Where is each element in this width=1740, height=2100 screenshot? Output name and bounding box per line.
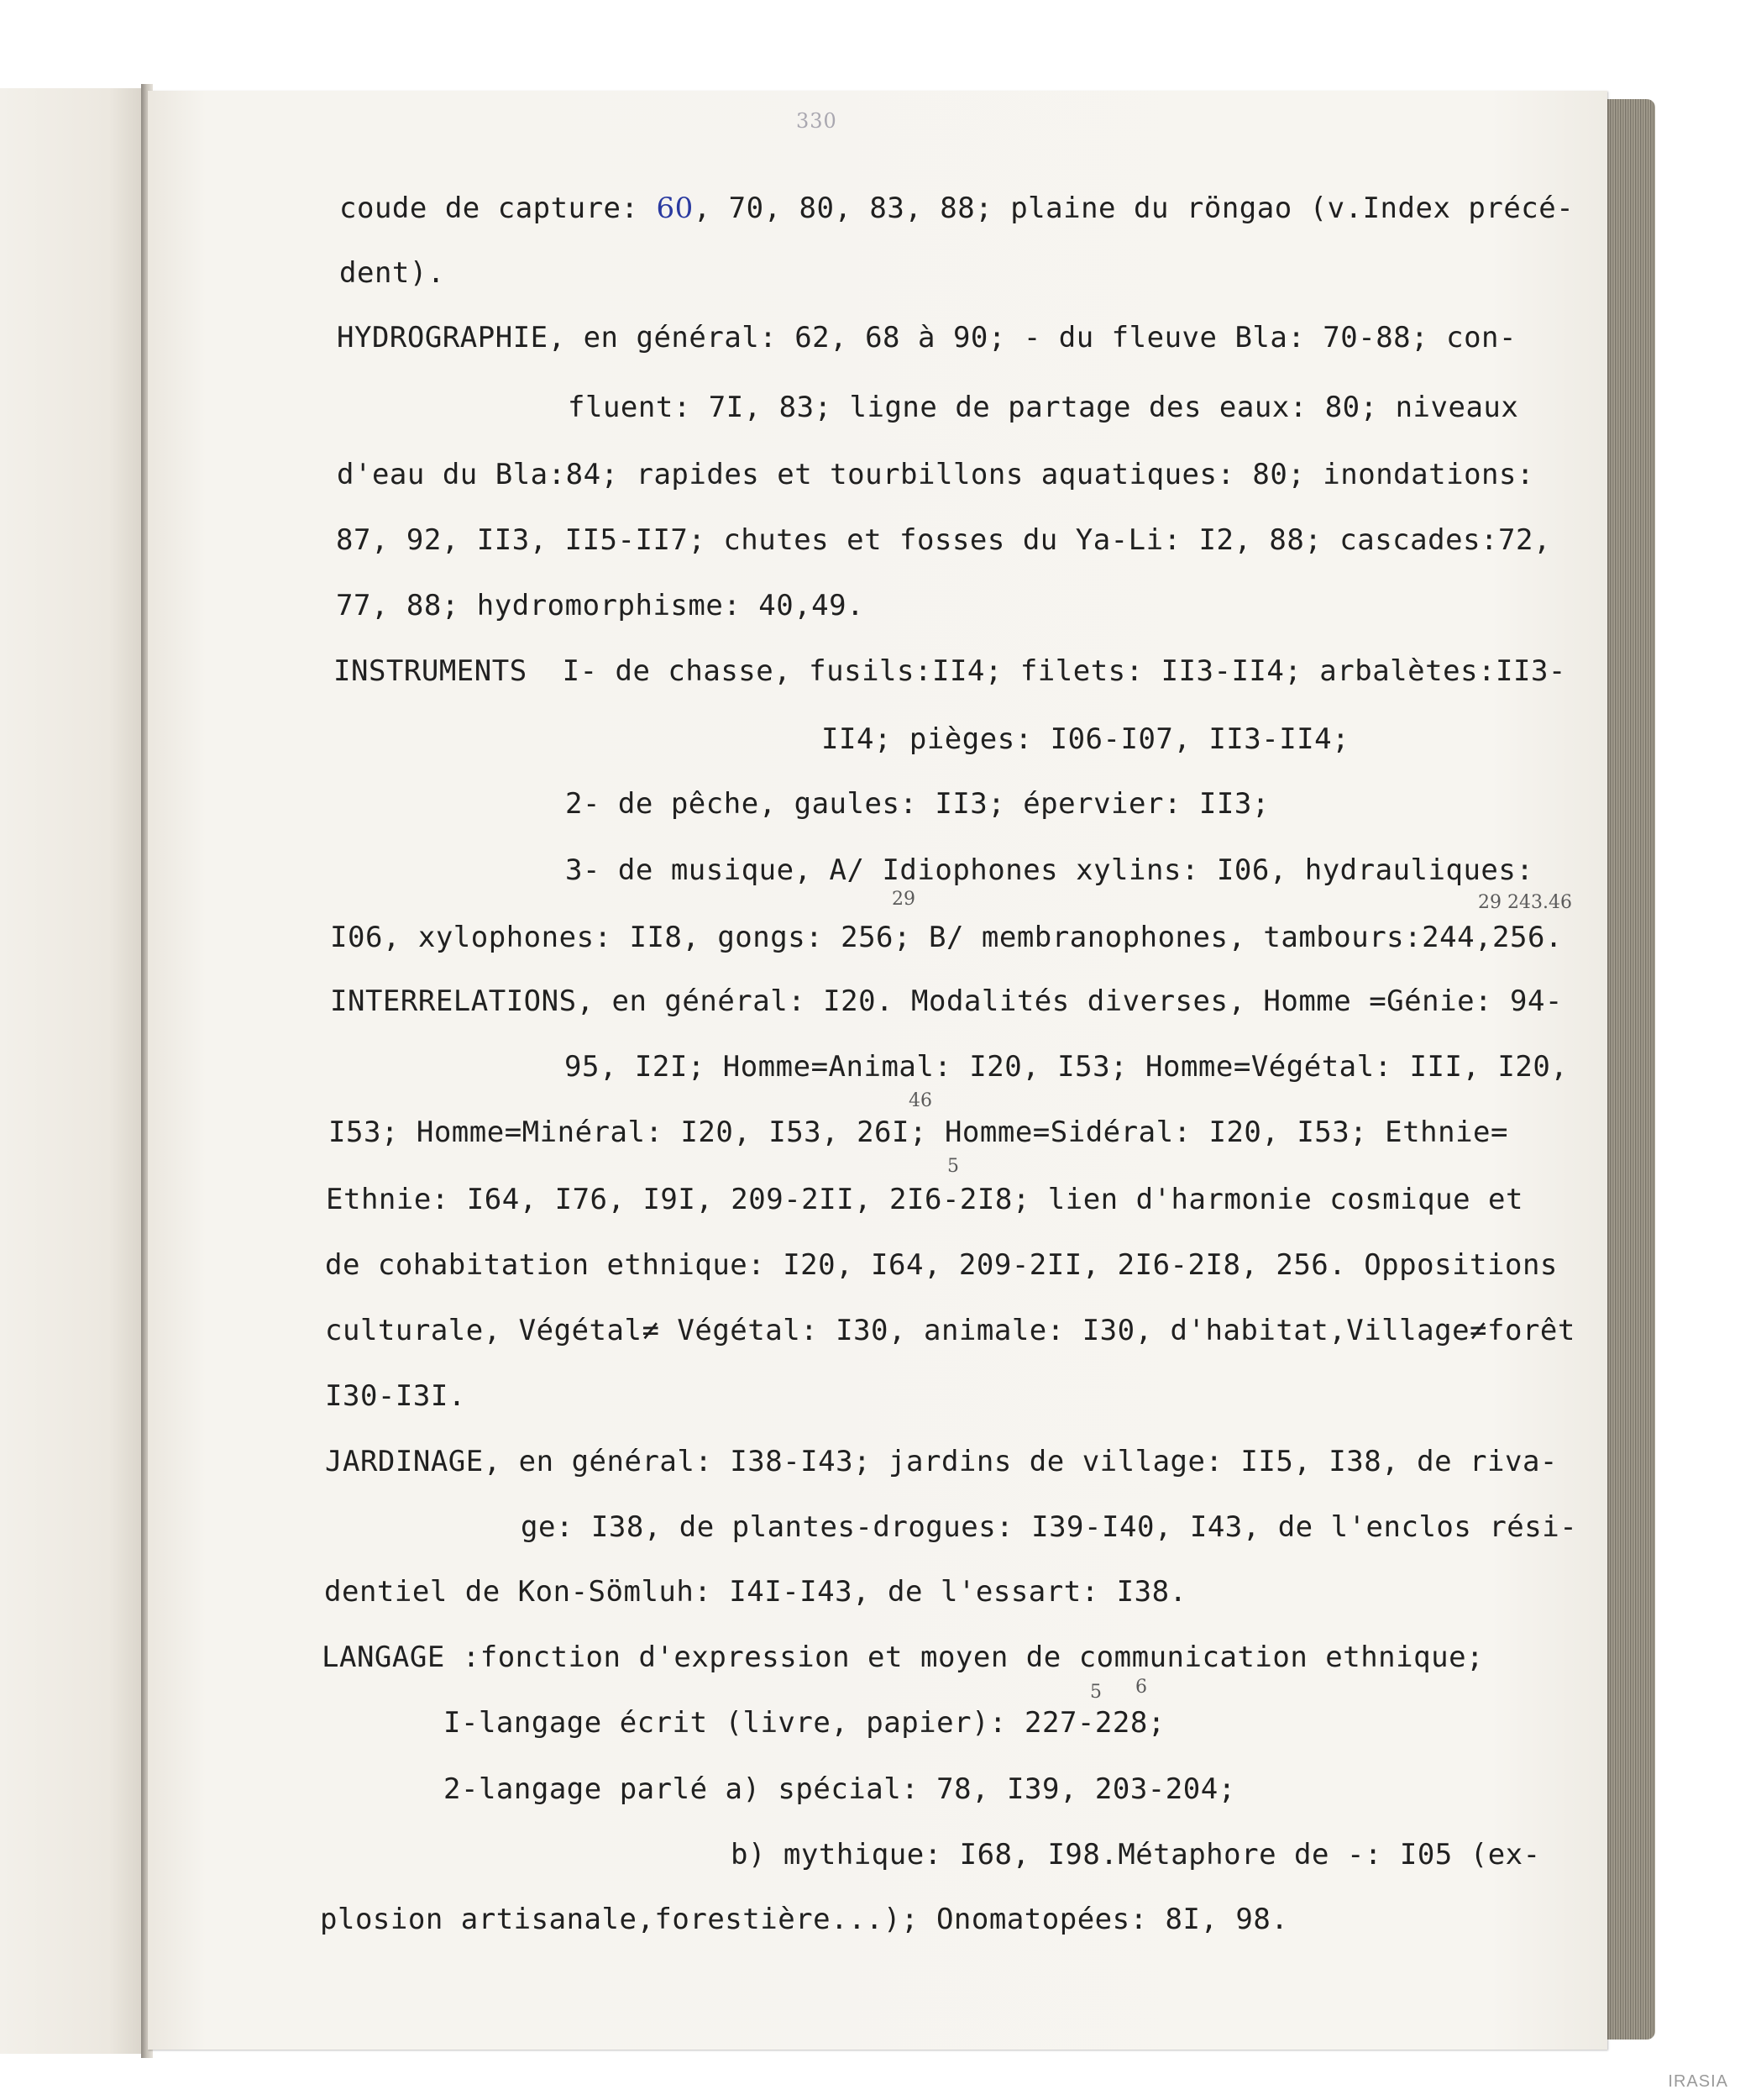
left-page [0,88,144,2054]
index-line: ge: I38, de plantes-drogues: I39-I40, I43, de l'enclos rési- [521,1510,1578,1544]
index-line: fluent: 7I, 83; ligne de partage des eaux: 80; niveaux [568,391,1519,424]
index-line: coude de capture: 60, 70, 80, 83, 88; plaine du röngao (v.Index précé- [339,192,1575,225]
index-entry-interrelations: INTERRELATIONS, en général: I20. Modalités diverses, Homme =Génie: 94- [330,984,1563,1018]
index-line: plosion artisanale,forestière...); Onomatopées: 8I, 98. [320,1903,1289,1936]
index-line: dentiel de Kon-Sömluh: I4I-I43, de l'essart: I38. [324,1575,1187,1609]
page-folio-number: 330 [796,109,837,133]
index-line: dent). [339,256,445,290]
page-edges [1600,99,1655,2040]
index-line: de cohabitation ethnique: I20, I64, 209-2II, 2I6-2I8, 256. Oppositions [325,1248,1558,1282]
index-line: culturale, Végétal≠ Végétal: I30, animale: I30, d'habitat,Village≠forêt [325,1314,1575,1347]
index-entry-langage: LANGAGE :fonction d'expression et moyen de communication ethnique; [322,1641,1485,1674]
pencil-annotation: 46 [909,1090,932,1111]
index-line: 77, 88; hydromorphisme: 40,49. [336,589,865,622]
index-line: 87, 92, II3, II5-II7; chutes et fosses du Ya-Li: I2, 88; cascades:72, [336,523,1551,557]
index-line: 3- de musique, A/ Idiophones xylins: I06, hydrauliques: [565,853,1534,887]
index-line: 95, I2I; Homme=Animal: I20, I53; Homme=Végétal: III, I20, [564,1050,1569,1084]
index-line: I-langage écrit (livre, papier): 227-228; [443,1706,1166,1740]
index-line: I30-I3I. [325,1379,466,1413]
index-line: I53; Homme=Minéral: I20, I53, 26I; Homme=Sidéral: I20, I53; Ethnie= [328,1116,1508,1149]
index-line: 2- de pêche, gaules: II3; épervier: II3; [565,787,1270,821]
index-entry-hydrographie: HYDROGRAPHIE, en général: 62, 68 à 90; - du fleuve Bla: 70-88; con- [337,321,1517,354]
index-line: II4; pièges: I06-I07, II3-II4; [821,722,1350,756]
handwritten-correction: 60 [656,192,694,225]
pencil-annotation: 29 243.46 [1478,892,1572,913]
index-line: 2-langage parlé a) spécial: 78, I39, 203-204; [443,1772,1236,1806]
index-line: d'eau du Bla:84; rapides et tourbillons aquatiques: 80; inondations: [337,458,1534,491]
index-line: I06, xylophones: II8, gongs: 256; B/ membranophones, tambours:244,256. [330,921,1563,954]
index-line: b) mythique: I68, I98.Métaphore de -: I05 (ex- [731,1838,1541,1872]
index-entry-instruments: INSTRUMENTS I- de chasse, fusils:II4; filets: II3-II4; arbalètes:II3- [333,654,1566,688]
pencil-annotation: 5 [947,1156,959,1177]
index-line: Ethnie: I64, I76, I9I, 209-2II, 2I6-2I8; lien d'harmonie cosmique et [326,1183,1523,1216]
watermark-logo: IRASIA [1668,2072,1728,2091]
pencil-annotation: 29 [892,889,915,910]
pencil-annotation: 6 [1135,1677,1147,1698]
pencil-annotation: 5 [1090,1682,1102,1703]
index-entry-jardinage: JARDINAGE, en général: I38-I43; jardins de village: II5, I38, de riva- [325,1445,1558,1478]
